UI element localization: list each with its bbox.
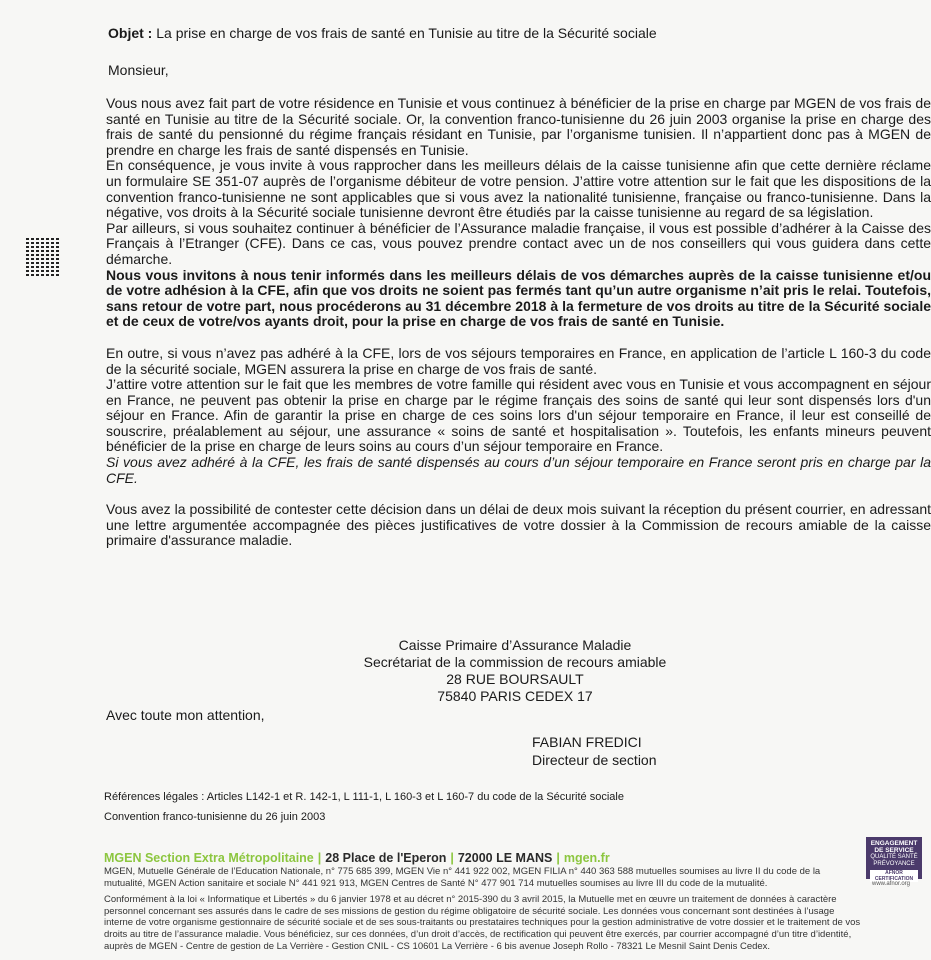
address-line: 75840 PARIS CEDEX 17 <box>437 688 593 704</box>
footer-privacy-text: Conformément à la loi « Informatique et Libertés » du 6 janvier 1978 et au décret n° 2015-390 du 3 avril 2015, la Mutuelle met en œuvre un traitement de données à caractère personnel concernant ses assurés dans le cadre de ses missions de gestion du régime obligatoire de sécurité sociale. Les données vous concernant sont destinées à l’usage interne de votre organisme gestionnaire de sécurité sociale et de ses sous-traitants ou prestataires techniques pour la gestion administrative de votre dossier et le traitement de vos droits au titre de l’assurance maladie. Vous bénéficiez, sur ces données, d’un droit d’accès, de rectification qui peuvent être exercés, par courrier accompagné d’un titre d’identité, auprès de MGEN - Centre de gestion de La Verrière - Gestion CNIL - CS 10601 La Verrière - 6 bis avenue Joseph Rollo - 78321 Le Mesnil Saint Denis Cedex. <box>104 894 861 952</box>
badge-url: www.afnor.org <box>872 881 911 887</box>
legal-references <box>104 787 624 827</box>
reference-line: Références légales : Articles L142-1 et R. 142-1, L 111-1, L 160-3 et L 160-7 du code de la Sécurité sociale <box>104 791 624 803</box>
footer-address: MGEN Section Extra Métropolitaine | 28 Place de l'Eperon | 72000 LE MANS | mgen.fr <box>104 851 610 865</box>
recipient-address <box>300 637 730 705</box>
badge-line: AFNOR CERTIFICATION <box>870 870 918 882</box>
paragraph: Par ailleurs, si vous souhaitez continuer à bénéficier de l’Assurance maladie française, il vous est possible d’adhérer à la Caisse des Français à l’Etranger (CFE). Dans ce cas, vous pouvez prendre contact avec un de nos conseillers qui vous guidera dans cette démarche. <box>106 219 931 267</box>
subject-text: La prise en charge de vos frais de santé en Tunisie au titre de la Sécurité sociale <box>156 25 657 41</box>
paragraph: En outre, si vous n’avez pas adhéré à la CFE, lors de vos séjours temporaires en France, en application de l’article L 160-3 du code de la sécurité sociale, MGEN assurera la prise en charge de vos frais de santé. <box>106 344 931 377</box>
signer-name: FABIAN FREDICI <box>532 734 642 750</box>
address-line: Caisse Primaire d’Assurance Maladie <box>398 637 632 653</box>
signer-title: Directeur de section <box>532 752 657 768</box>
footer-site-link[interactable]: mgen.fr <box>563 851 610 865</box>
badge-line: ENGAGEMENT DE SERVICE <box>870 840 918 854</box>
letter-body <box>106 96 931 549</box>
afnor-certification-badge <box>866 837 922 882</box>
subject-label: Objet : <box>108 25 153 41</box>
paragraph: J’attire votre attention sur le fait que les membres de votre famille qui résident avec vous en Tunisie et vous accompagnent en séjour en France, ne peuvent pas obtenir la prise en charge par le régime français des soins de santé qui leur sont dispensés lors d'un séjour en France. Afin de garantir la prise en charge de ces soins lors d'un séjour temporaire en France, il leur est conseillé de souscrire, préalablement au séjour, une assurance « soins de santé et hospitalisation ». Toutefois, les enfants mineurs peuvent bénéficier de la prise en charge de leurs soins au cours d’un séjour temporaire en France. <box>106 376 931 455</box>
paragraph: Vous avez la possibilité de contester cette décision dans un délai de deux mois suivant la réception du présent courrier, en adressant une lettre argumentée accompagnée des pièces justificatives de votre dossier à la Commission de recours amiable de la caisse primaire d'assurance maladie. <box>106 501 931 549</box>
address-line: Secrétariat de la commission de recours amiable <box>363 654 667 670</box>
subject-line <box>108 25 657 41</box>
footer-section: MGEN Section Extra Métropolitaine <box>104 851 314 865</box>
footer-legal-text: MGEN, Mutuelle Générale de l’Education Nationale, n° 775 685 399, MGEN Vie n° 441 922 002, MGEN FILIA n° 440 363 588 mutuelles soumises au livre II du code de la mutualité, MGEN Action sanitaire et sociale N° 441 921 913, MGEN Centres de Santé N° 477 901 714 mutuelles soumises au livre III du code de la mutualité. <box>104 866 821 889</box>
footer-city: 72000 LE MANS <box>457 851 553 865</box>
footer-street: 28 Place de l'Eperon <box>325 851 447 865</box>
paragraph-bold: Nous vous invitons à nous tenir informés dans les meilleurs délais de vos démarches auprès de la caisse tunisienne et/ou de votre adhésion à la CFE, afin que vos droits ne soient pas fermés tant qu’un autre organisme n’ait pris le relai. Toutefois, sans retour de votre part, nous procéderons au 31 décembre 2018 à la fermeture de vos droits au titre de la Sécurité sociale et de ceux de votre/vos ayants droit, pour la prise en charge de vos frais de santé en Tunisie. <box>106 266 931 330</box>
signature-block <box>532 733 657 769</box>
datamatrix-code <box>26 236 60 276</box>
closing-line: Avec toute mon attention, <box>106 707 265 723</box>
paragraph-italic: Si vous avez adhéré à la CFE, les frais de santé dispensés au cours d’un séjour temporaire en France seront pris en charge par la CFE. <box>106 454 931 486</box>
paragraph: Vous nous avez fait part de votre résidence en Tunisie et vous continuez à bénéficier de la prise en charge par MGEN de vos frais de santé en Tunisie au titre de la Sécurité sociale. Or, la convention franco-tunisienne du 26 juin 2003 organise la prise en charge des frais de santé du pensionné du régime français résidant en Tunisie, par l’organisme tunisien. Il n’appartient donc pas à MGEN de prendre en charge les frais de santé dispensés en Tunisie. <box>106 95 931 158</box>
footer-legal <box>104 866 864 952</box>
paragraph: En conséquence, je vous invite à vous rapprocher dans les meilleurs délais de la caisse tunisienne afin que cette dernière réclame un formulaire SE 351-07 auprès de l’organisme débiteur de votre pension. J’attire votre attention sur le fait que les dispositions de la convention franco-tunisienne ne sont applicables que si vous avez la nationalité tunisienne, française ou franco-tunisienne. Dans la négative, vos droits à la Sécurité sociale tunisienne devront être étudiés par la caisse tunisienne au regard de sa législation. <box>106 157 931 221</box>
reference-line: Convention franco-tunisienne du 26 juin 2003 <box>104 811 326 823</box>
salutation: Monsieur, <box>108 62 169 78</box>
badge-line: QUALITÉ SANTÉ PRÉVOYANCE <box>870 854 918 867</box>
address-line: 28 RUE BOURSAULT <box>446 671 584 687</box>
